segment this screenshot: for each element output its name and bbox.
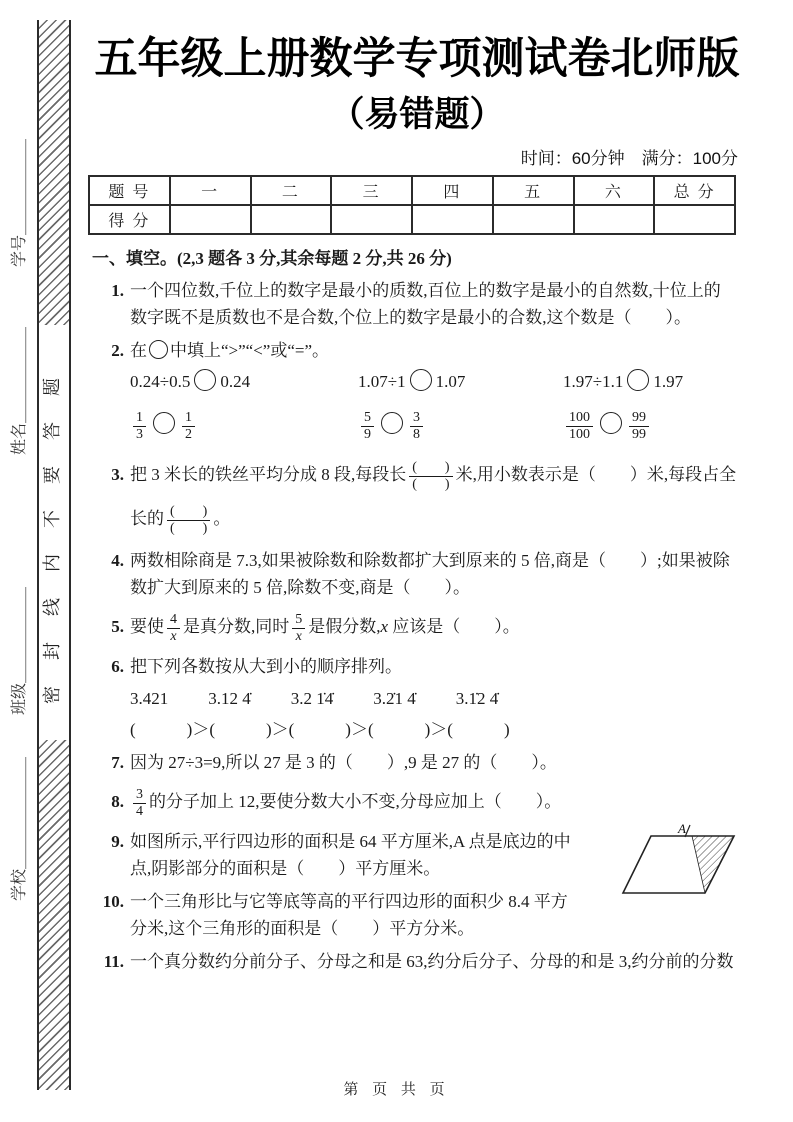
compare-item-fraction — [563, 403, 746, 447]
blank-fraction: $\frac{( )}{( )}$ — [409, 460, 452, 493]
score-table — [88, 175, 736, 235]
score-table-score-row — [89, 205, 735, 234]
page-subtitle: （易错题） — [329, 95, 505, 134]
question-11-number: 11. — [103, 952, 124, 971]
question-2-number: 2. — [111, 341, 124, 360]
fraction: $\frac{3}{4}$ — [133, 787, 146, 820]
question-11-line: 一个真分数约分前分子、分母之和是 63,约分后分子、分母的和是 3,约分前的分数 — [130, 952, 734, 971]
question-5-number: 5. — [111, 617, 124, 636]
sidebar-label-class: 班级＿＿＿＿＿＿ — [11, 587, 28, 716]
decimal-number: 3.12 4̇ — [208, 689, 251, 708]
fraction: $\frac{4}{x}$ — [167, 612, 180, 645]
seal-hatch-bottom — [39, 740, 69, 1090]
compare-item: 0.24÷0.5 0.24 — [130, 368, 358, 395]
score-col-1: 一 — [170, 176, 251, 205]
score-col-4: 四 — [412, 176, 493, 205]
question-2-row-1 — [130, 368, 746, 395]
compare-circle-blank — [600, 412, 622, 434]
question-6-order-blanks: ( )＞( )＞( )＞( )＞( ) — [130, 720, 510, 739]
question-2-head-post: 中填上“>”“<”或“=”。 — [170, 341, 330, 360]
decimal-number: 3.2̇1 4̇ — [373, 689, 416, 708]
question-10-number: 10. — [102, 892, 124, 911]
question-1-line-1: 一个四位数,千位上的数字是最小的质数,百位上的数字是最小的自然数,十位上的 — [130, 281, 721, 300]
score-cell — [251, 205, 332, 234]
score-table-header-row — [89, 176, 735, 205]
score-cell — [331, 205, 412, 234]
question-9 — [88, 822, 746, 882]
question-4-line-2: 数扩大到原来的 5 倍,除数不变,商是（ ）。 — [130, 578, 470, 597]
score-cell — [493, 205, 574, 234]
question-6-numbers — [130, 682, 746, 716]
fraction: $\frac{1}{2}$ — [182, 410, 195, 443]
question-8-number: 8. — [111, 792, 124, 811]
fraction: $\frac{100}{100}$ — [566, 410, 593, 443]
question-5 — [88, 607, 746, 647]
score-col-3: 三 — [331, 176, 412, 205]
question-2 — [88, 337, 746, 447]
fraction: $\frac{5}{x}$ — [292, 612, 305, 645]
question-7-number: 7. — [111, 753, 124, 772]
blank-fraction: $\frac{( )}{( )}$ — [167, 504, 210, 537]
question-9-line-1: 如图所示,平行四边形的面积是 64 平方厘米,A 点是底边的中 — [130, 832, 571, 851]
question-7 — [88, 749, 746, 776]
exam-time-score: 时间：60分钟 满分：100分 — [520, 149, 738, 168]
question-3-line-2: 长的 $\frac{( )}{( )}$ 。 — [130, 503, 231, 536]
question-1-line-2: 数字既不是质数也不是合数,个位上的数字是最小的合数,这个数是（ ）。 — [130, 308, 691, 327]
compare-circle-blank — [194, 369, 216, 391]
question-6 — [88, 653, 746, 743]
variable-x: x — [380, 617, 389, 636]
score-row-label: 得 分 — [89, 205, 170, 234]
main-content — [88, 26, 746, 975]
compare-item-fraction — [130, 403, 358, 447]
score-col-2: 二 — [251, 176, 332, 205]
question-9-line-2: 点,阴影部分的面积是（ ）平方厘米。 — [130, 859, 441, 878]
score-col-total: 总 分 — [654, 176, 735, 205]
question-1-number: 1. — [111, 281, 124, 300]
question-6-head: 把下列各数按从大到小的顺序排列。 — [130, 657, 402, 676]
compare-circle-blank — [149, 340, 168, 359]
question-11 — [88, 948, 746, 975]
sidebar-label-school: 学校＿＿＿＿＿＿＿ — [11, 757, 28, 902]
question-1 — [88, 277, 746, 331]
sidebar-label-student-id: 学号＿＿＿＿＿＿ — [11, 139, 28, 268]
compare-item: 1.97÷1.1 1.97 — [563, 368, 746, 395]
question-5-line: 要使 $\frac{4}{x}$ 是真分数,同时 $\frac{5}{x}$ 是假分数,x 应该是（ ）。 — [130, 611, 520, 644]
compare-circle-blank — [410, 369, 432, 391]
score-col-6: 六 — [574, 176, 655, 205]
score-col-5: 五 — [493, 176, 574, 205]
question-3-line-1: 把 3 米长的铁丝平均分成 8 段,每段长 $\frac{( )}{( )}$ 米,用小数表示是（ ）米,每段占全 — [130, 459, 737, 492]
seal-hatch-top — [39, 20, 69, 325]
question-3-number: 3. — [111, 465, 124, 484]
compare-item-fraction — [358, 403, 563, 447]
sidebar-label-name: 姓名＿＿＿＿＿＿ — [11, 327, 28, 456]
section-1-heading: 一、填空。(2,3 题各 3 分,其余每题 2 分,共 26 分) — [92, 249, 452, 268]
fraction: $\frac{5}{9}$ — [361, 410, 374, 443]
score-cell — [170, 205, 251, 234]
question-2-head-pre: 在 — [130, 341, 147, 360]
question-7-line: 因为 27÷3=9,所以 27 是 3 的（ ）,9 是 27 的（ ）。 — [130, 753, 557, 772]
question-4-line-1: 两数相除商是 7.3,如果被除数和除数都扩大到原来的 5 倍,商是（ ）;如果被除 — [130, 551, 730, 570]
shaded-triangle — [692, 836, 734, 893]
question-3 — [88, 453, 746, 541]
page-title: 五年级上册数学专项测试卷北师版 — [94, 35, 740, 83]
question-10-line-1: 一个三角形比与它等底等高的平行四边形的面积少 8.4 平方 — [130, 892, 568, 911]
question-2-row-2 — [130, 403, 746, 447]
compare-circle-blank — [627, 369, 649, 391]
decimal-number: 3.2 1̇4̇ — [290, 689, 334, 708]
fraction: $\frac{99}{99}$ — [629, 410, 649, 443]
fraction: $\frac{3}{8}$ — [410, 410, 423, 443]
question-2-head — [130, 337, 746, 364]
question-4 — [88, 547, 746, 601]
question-10-line-2: 分米,这个三角形的面积是（ ）平方分米。 — [130, 919, 475, 938]
decimal-number: 3.421 — [130, 689, 169, 708]
question-4-number: 4. — [111, 551, 124, 570]
score-cell — [574, 205, 655, 234]
question-9-number: 9. — [111, 832, 124, 851]
question-6-number: 6. — [111, 657, 124, 676]
figure-label-a: A — [678, 822, 686, 836]
score-header-label: 题 号 — [89, 176, 170, 205]
compare-item: 1.07÷1 1.07 — [358, 368, 563, 395]
fraction: $\frac{1}{3}$ — [133, 410, 146, 443]
page-footer: 第 页 共 页 — [343, 1082, 450, 1098]
question-8 — [88, 782, 746, 822]
score-cell — [412, 205, 493, 234]
compare-circle-blank — [381, 412, 403, 434]
seal-line-text: 密封线内不要答题 — [42, 352, 62, 704]
question-10 — [88, 888, 746, 942]
question-8-line: $\frac{3}{4}$ 的分子加上 12,要使分数大小不变,分母应加上（ ）。 — [130, 782, 746, 822]
compare-circle-blank — [153, 412, 175, 434]
score-cell — [654, 205, 735, 234]
decimal-number: 3.1̇2 4̇ — [455, 689, 499, 708]
